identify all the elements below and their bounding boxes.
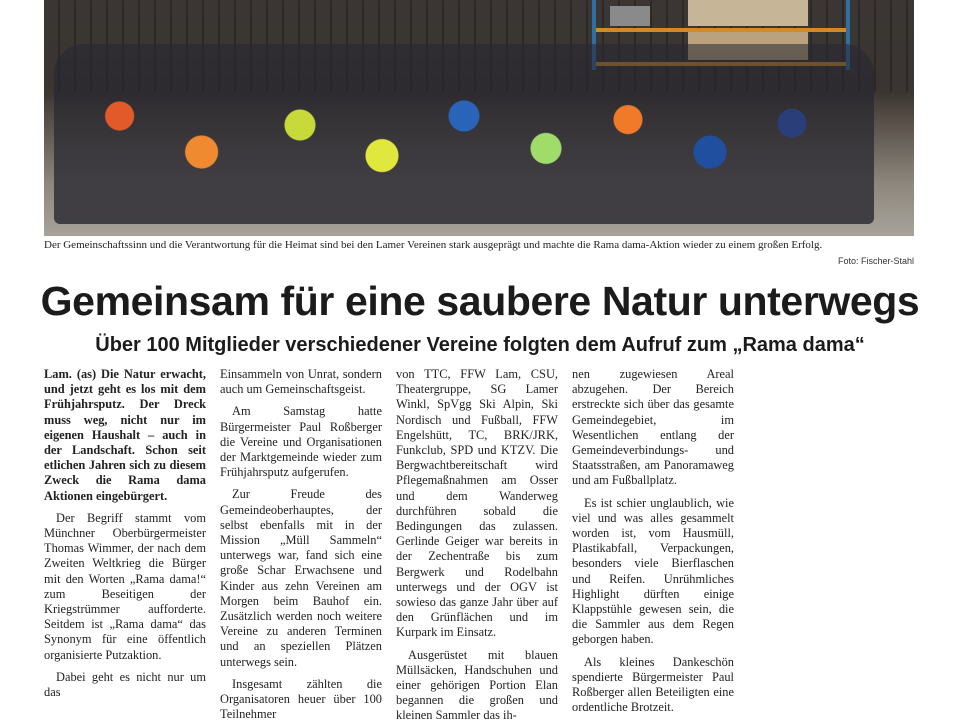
paragraph: Als kleines Dankeschön spendierte Bürgermeister Paul Roßberger allen Beteiligten eine ordentliche Brotzeit. [572,654,734,715]
paragraph: nen zugewiesen Areal abzugehen. Der Bereich erstreckte sich über das gesamte Gemeindegebiet, im Wesentlichen entlang der Gemeindeverbindungs- und Staatsstraßen, am Panoramaweg und am Fußballplatz. [572,367,734,488]
paragraph: von TTC, FFW Lam, CSU, Theatergruppe, SG Lamer Winkl, SpVgg Ski Alpin, Ski Nordisch und Fußball, FFW Engelshütt, TC, BRK/JRK, Funkclub, SPD und KTZV. Die Bergwachtbereitschaft wird Pflegemaßnahmen am Osser und dem Wanderweg durchführen sobald die Bedingungen das zulassen. Gerlinde Geiger war bereits in der Zechentraße bis zum Bergwerk und Rodelbahn unterwegs und der OGV ist sowieso das ganze Jahr über auf den Grünflächen und im Kurpark im Einsatz. [396,367,558,640]
paragraph: Zur Freude des Gemeindeoberhauptes, der selbst ebenfalls mit in der Mission „Müll Sammeln“ unterwegs war, fand sich eine große Schar Erwachsene und Kinder aus zehn Vereinen am Morgen beim Bauhof ein. Zusätzlich werden noch weitere Vereine zu anderen Terminen und an speziellen Plätzen unterwegs sein. [220,487,382,669]
photo-caption: Der Gemeinschaftssinn und die Verantwortung für die Heimat sind bei den Lamer Vereinen stark ausgeprägt und machte die Rama dama-Aktion wieder zu einem großen Erfolg. [44,239,823,251]
paragraph: Der Begriff stammt vom Münchner Oberbürgermeister Thomas Wimmer, der nach dem Zweiten Weltkrieg die Bürger mit den Worten „Rama dama!“ zum Beseitigen der Kriegstrümmer aufforderte. Seitdem ist „Rama dama“ das Synonym für eine öffentlich organisierte Putzaktion. [44,510,206,662]
lead-paragraph: Lam. (as) Die Natur erwacht, und jetzt geht es los mit dem Frühjahrsputz. Der Dreck muss weg, nicht nur im eigenen Haushalt – auch in der Landschaft. Schon seit etlichen Jahren sich zu diesem Zweck die Rama dama Aktionen eingebürgert. [44,367,206,503]
group-photo [44,0,914,236]
article-column-4 [572,367,734,715]
paragraph: Es ist schier unglaublich, wie viel und was alles gesammelt worden ist, vom Hausmüll, Plastikabfall, Verpackungen, besonders viele Bierflaschen und Reifen. Unrühmliches Highlight dürften einige Klappstühle gewesen sein, die die Sammler aus dem Regen geborgen haben. [572,495,734,647]
paragraph: Am Samstag hatte Bürgermeister Paul Roßberger die Vereine und Organisationen der Marktgemeinde wieder zum Frühjahrsputz aufgerufen. [220,404,382,480]
paragraph: Ausgerüstet mit blauen Müllsäcken, Handschuhen und einer gehörigen Portion Elan begannen die großen und kleinen Sammler das ih- [396,647,558,723]
paragraph: Einsammeln von Unrat, sondern auch um Gemeinschaftsgeist. [220,367,382,397]
article-body [44,367,914,723]
photo-credit: Foto: Fischer-Stahl [837,256,914,266]
paragraph: Insgesamt zählten die Organisatoren heuer über 100 Teilnehmer [220,676,382,722]
paragraph: Dabei geht es nicht nur um das [44,669,206,700]
article-column-2 [220,367,382,722]
headline: Gemeinsam für eine saubere Natur unterwegs [40,278,920,324]
photo-crowd [54,44,874,224]
subheadline: Über 100 Mitglieder verschiedener Vereine folgten dem Aufruf zum „Rama dama“ [95,334,865,356]
article-column-1 [44,367,206,700]
article-column-3 [396,367,558,723]
